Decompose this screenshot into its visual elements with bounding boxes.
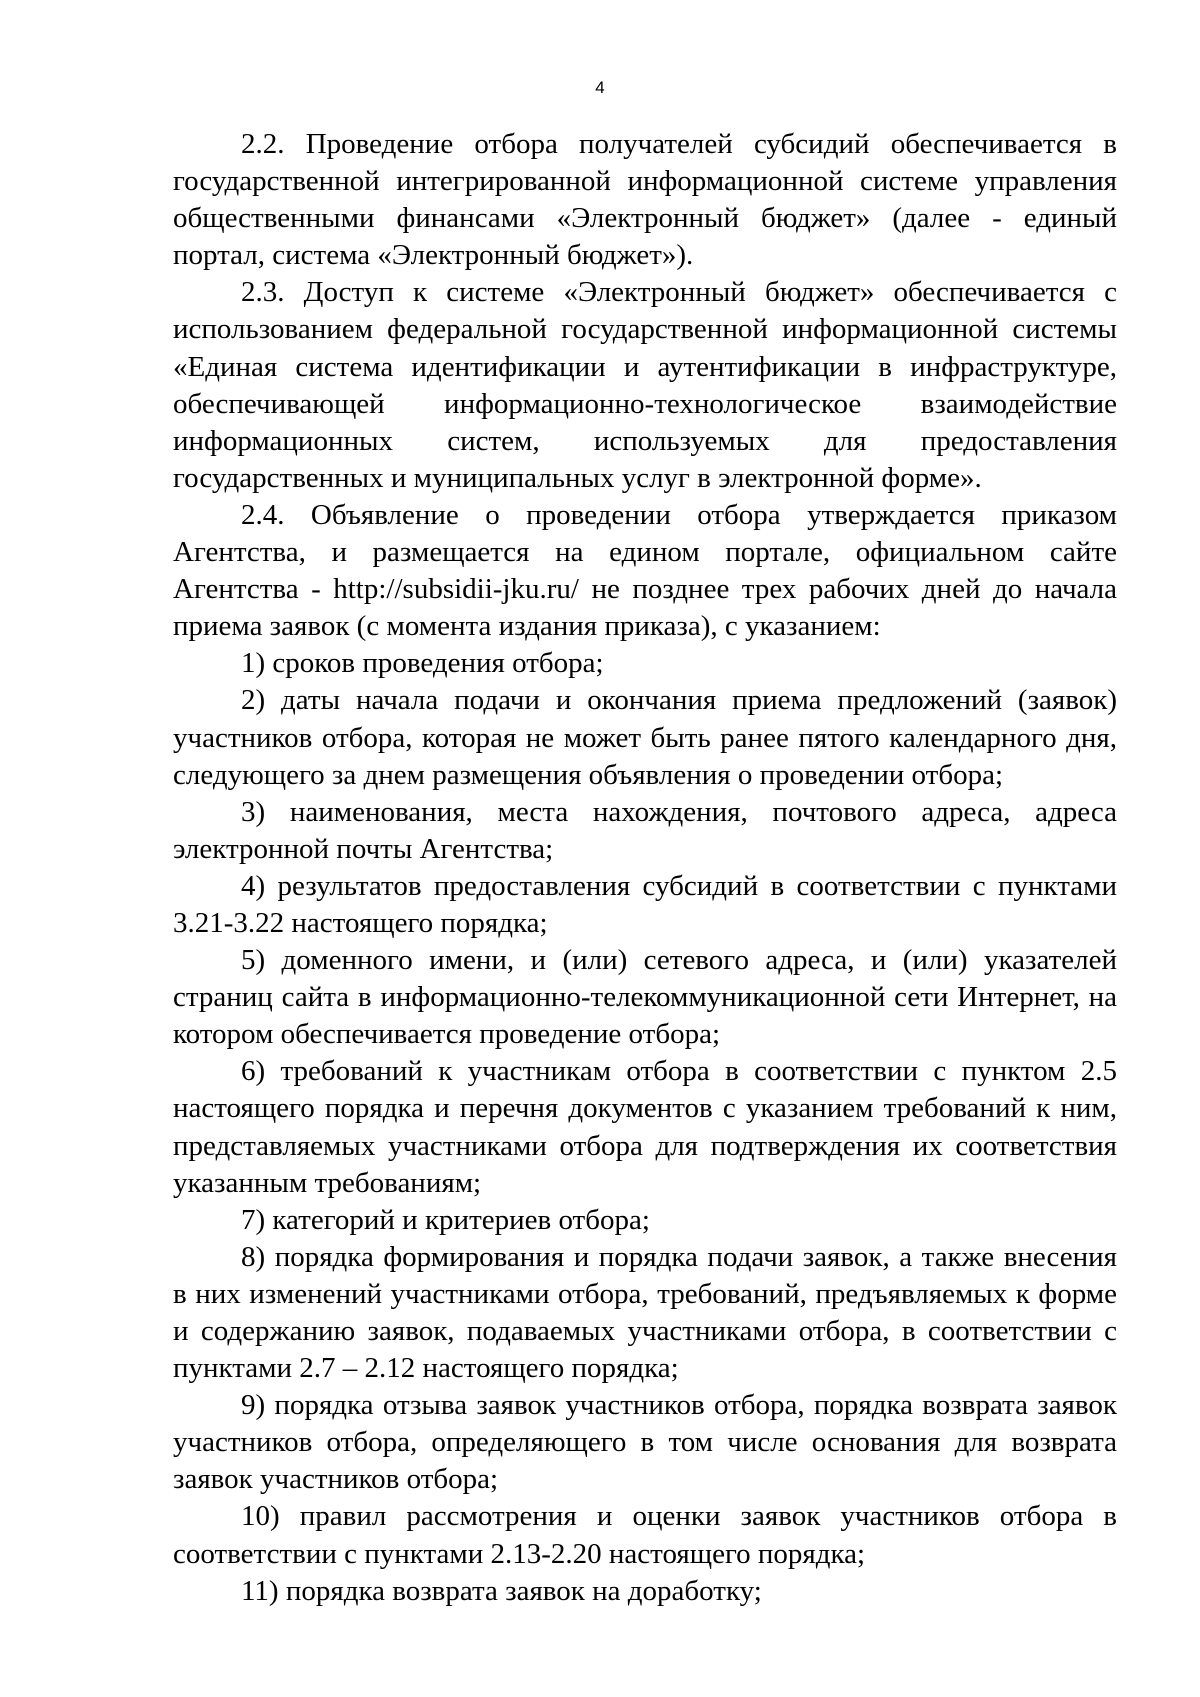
list-item-4: 4) результатов предоставления субсидий в соответствии с пунктами 3.21-3.22 настоящего порядка; (173, 869, 1117, 939)
list-item-11: 11) порядка возврата заявок на доработку; (241, 1574, 762, 1607)
list-item-9: 9) порядка отзыва заявок участников отбора, порядка возврата заявок участников отбора, определяющего в том числе основания для возврата заявок участников отбора; (173, 1389, 1117, 1496)
list-item-8: 8) порядка формирования и порядка подачи заявок, а также внесения в них изменений участниками отбора, требований, предъявляемых к форме и содержанию заявок, подаваемых участниками отбора, в соответствии с пунктами 2.7 – 2.12 настоящего порядка; (173, 1240, 1117, 1385)
document-body (173, 126, 1117, 1610)
paragraph-2-2: 2.2. Проведение отбора получателей субсидий обеспечивается в государственной интегрированной информационной системе управления общественными финансами «Электронный бюджет» (далее - единый портал, система «Электронный бюджет»). (173, 128, 1117, 272)
list-item-5: 5) доменного имени, и (или) сетевого адреса, и (или) указателей страниц сайта в информационно-телекоммуникационной сети Интернет, на котором обеспечивается проведение отбора; (173, 944, 1117, 1051)
list-item-7: 7) категорий и критериев отбора; (241, 1203, 650, 1236)
page-number: 4 (595, 78, 605, 97)
list-item-3: 3) наименования, места нахождения, почтового адреса, адреса электронной почты Агентства; (173, 795, 1117, 865)
list-item-6: 6) требований к участникам отбора в соответствии с пунктом 2.5 настоящего порядка и перечня документов с указанием требований к ним, представляемых участниками отбора для подтверждения их соответствия указанным требованиям; (173, 1055, 1117, 1199)
list-item-2: 2) даты начала подачи и окончания приема предложений (заявок) участников отбора, которая не может быть ранее пятого календарного дня, следующего за днем размещения объявления о проведении отбора; (173, 684, 1117, 791)
paragraph-2-4: 2.4. Объявление о проведении отбора утверждается приказом Агентства, и размещается на едином портале, официальном сайте Агентства - http://subsidii-jku.ru/ не позднее трех рабочих дней до начала приема заявок (с момента издания приказа), с указанием: (173, 498, 1117, 643)
list-item-1: 1) сроков проведения отбора; (241, 647, 604, 680)
paragraph-2-3: 2.3. Доступ к системе «Электронный бюджет» обеспечивается с использованием федеральной государственной информационной системы «Единая система идентификации и аутентификации в инфраструктуре, обеспечивающей информационно-технологическое взаимодействие информационных систем, используемых для предоставления государственных и муниципальных услуг в электронной форме». (173, 276, 1117, 494)
list-item-10: 10) правил рассмотрения и оценки заявок участников отбора в соответствии с пунктами 2.13-2.20 настоящего порядка; (173, 1500, 1117, 1570)
